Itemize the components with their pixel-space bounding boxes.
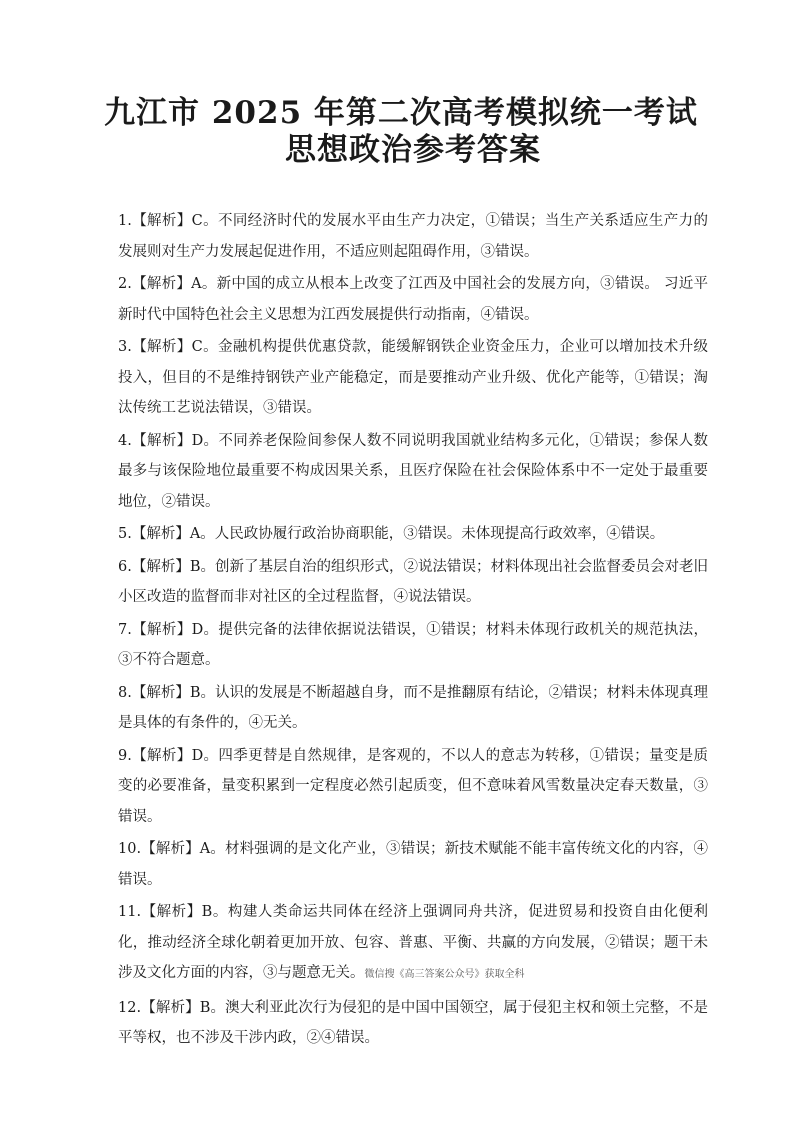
answer-item-11 — [118, 897, 708, 991]
answer-item-10: 10.【解析】A。材料强调的是文化产业，③错误；新技术赋能不能丰富传统文化的内容，④错误。 — [118, 841, 708, 888]
answer-item-6: 6.【解析】B。创新了基层自治的组织形式，②说法错误；材料体现出社会监督委员会对老旧小区改造的监督而非对社区的全过程监督，④说法错误。 — [118, 558, 708, 605]
answer-item-1: 1.【解析】C。不同经济时代的发展水平由生产力决定，①错误；当生产关系适应生产力的发展则对生产力发展起促进作用，不适应则起阻碍作用，③错误。 — [118, 213, 708, 260]
answer-item-8: 8.【解析】B。认识的发展是不断超越自身，而不是推翻原有结论，②错误；材料未体现真理是具体的有条件的，④无关。 — [118, 684, 708, 731]
answer-list — [118, 206, 708, 1054]
answer-item-9: 9.【解析】D。四季更替是自然规律，是客观的，不以人的意志为转移，①错误；量变是质变的必要准备，量变积累到一定程度必然引起质变，但不意味着风雪数量决定春天数量，③错误。 — [118, 747, 708, 825]
answer-item-11-text: 11.【解析】B。构建人类命运共同体在经济上强调同舟共济，促进贸易和投资自由化便利化，推动经济全球化朝着更加开放、包容、普惠、平衡、共赢的方向发展，②错误；题干未涉及文化方面的内容，③与题意无关。 — [118, 904, 708, 981]
answer-item-2: 2.【解析】A。新中国的成立从根本上改变了江西及中国社会的发展方向，③错误。 习近平新时代中国特色社会主义思想为江西发展提供行动指南，④错误。 — [118, 276, 708, 323]
answer-item-7: 7.【解析】D。提供完备的法律依据说法错误，①错误；材料未体现行政机关的规范执法，③不符合题意。 — [118, 621, 708, 668]
answer-item-4: 4.【解析】D。不同养老保险间参保人数不同说明我国就业结构多元化，①错误；参保人数最多与该保险地位最重要不构成因果关系，且医疗保险在社会保险体系中不一定处于最重要地位，②错误。 — [118, 432, 708, 510]
answer-item-3: 3.【解析】C。金融机构提供优惠贷款，能缓解钢铁企业资金压力，企业可以增加技术升级投入，但目的不是维持钢铁产业产能稳定，而是要推动产业升级、优化产能等，①错误；淘汰传统工艺说法错误，③错误。 — [118, 339, 708, 416]
document-subtitle: 思想政治参考答案 — [285, 132, 541, 168]
document-title: 九江市 2025 年第二次高考模拟统一考试 — [104, 95, 698, 131]
answer-item-5: 5.【解析】A。人民政协履行政治协商职能，③错误。未体现提高行政效率，④错误。 — [118, 526, 665, 542]
watermark-text: 微信搜《高三答案公众号》获取全科 — [364, 969, 525, 980]
answer-item-12: 12.【解析】B。澳大利亚此次行为侵犯的是中国中国领空，属于侵犯主权和领土完整，不是平等权，也不涉及干涉内政，②④错误。 — [118, 999, 708, 1046]
